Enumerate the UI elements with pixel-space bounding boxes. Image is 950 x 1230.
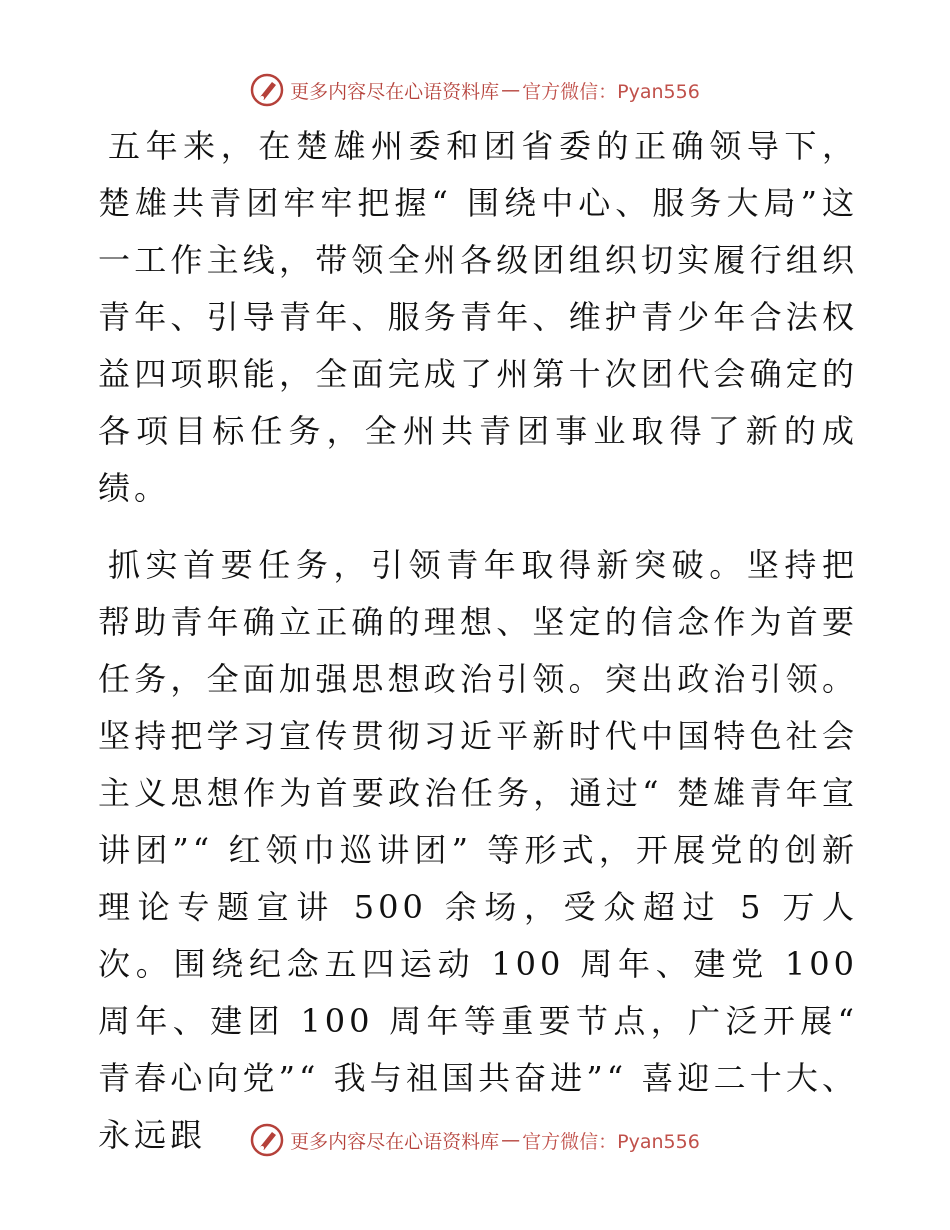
banner-brand: 更多内容尽在心语资料库 <box>290 80 500 103</box>
article-body <box>98 118 858 1164</box>
banner-separator: — <box>501 1129 521 1151</box>
banner-brand: 更多内容尽在心语资料库 <box>290 1130 500 1153</box>
banner-contact: 官方微信：Pyan556 <box>522 80 700 103</box>
footer-banner <box>0 1120 950 1160</box>
paragraph-2: 抓实首要任务，引领青年取得新突破。坚持把帮助青年确立正确的理想、坚定的信念作为首要任务，全面加强思想政治引领。突出政治引领。坚持把学习宣传贯彻习近平新时代中国特色社会主义思想作为首要政治任务，通过“ 楚雄青年宣讲团”“ 红领巾巡讲团” 等形式，开展党的创新理论专题宣讲 500 余场，受众超过 5 万人次。围绕纪念五四运动 100 周年、建党 100 周年、建团 100 周年等重要节点，广泛开展“ 青春心向党”“ 我与祖国共奋进”“ 喜迎二十大、永远跟 <box>98 546 858 1154</box>
paragraph-1: 五年来，在楚雄州委和团省委的正确领导下，楚雄共青团牢牢把握“ 围绕中心、服务大局”这一工作主线，带领全州各级团组织切实履行组织青年、引导青年、服务青年、维护青少年合法权益四项职能，全面完成了州第十次团代会确定的各项目标任务，全州共青团事业取得了新的成绩。 <box>98 127 858 507</box>
pen-nib-logo-icon <box>250 73 284 107</box>
header-banner <box>0 70 950 110</box>
banner-separator: — <box>501 79 521 101</box>
pen-nib-logo-icon <box>250 1123 284 1157</box>
banner-contact: 官方微信：Pyan556 <box>522 1130 700 1153</box>
